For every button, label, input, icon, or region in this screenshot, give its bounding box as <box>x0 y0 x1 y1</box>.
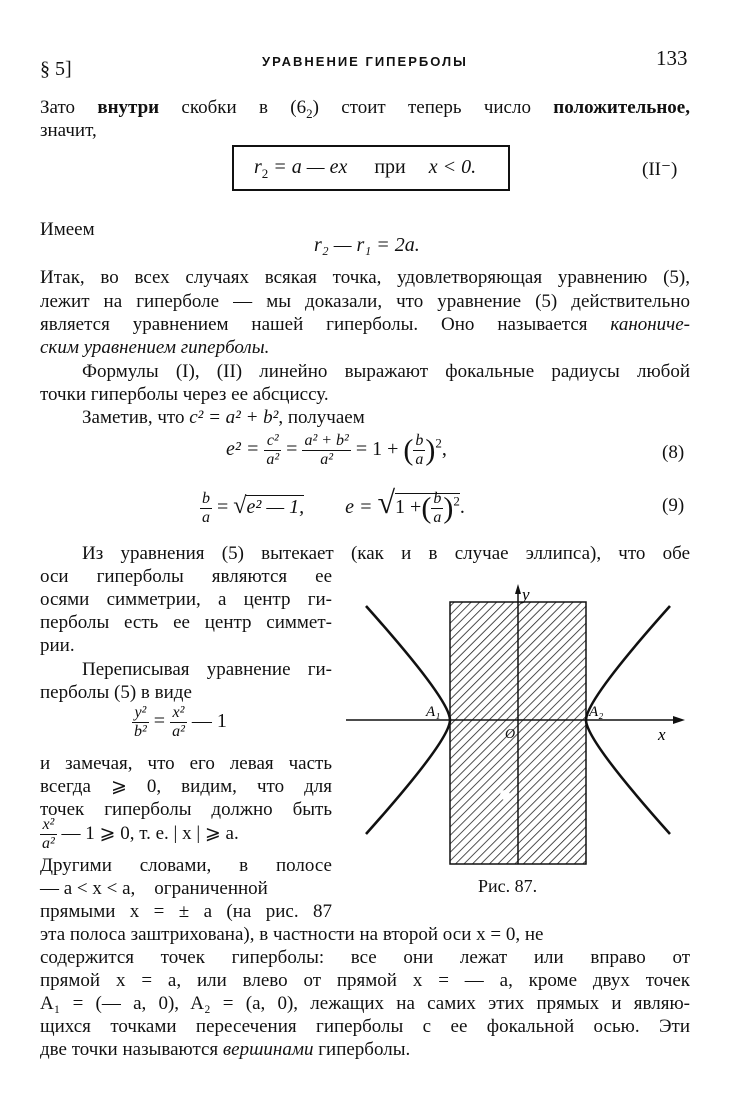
denominator: a² <box>266 451 280 468</box>
equation-tag-ii: (II⁻) <box>642 159 678 180</box>
numerator: x² <box>170 704 187 723</box>
text: в частности на второй оси x = 0, не <box>259 924 544 945</box>
running-title: УРАВНЕНИЕ ГИПЕРБОЛЫ <box>262 54 468 69</box>
paragraph-7-line-9: содержится точек гиперболы: все они лежат или вправо от <box>40 947 690 968</box>
text: эта полоса заштрихована), <box>40 924 255 945</box>
text: ) стоит теперь число <box>312 97 554 118</box>
e-equals: e = <box>345 496 373 518</box>
italic-term: канониче- <box>610 314 690 335</box>
equals: = <box>286 438 298 461</box>
fraction-x2-a2 <box>40 816 57 853</box>
italic-term: вершинами <box>222 1039 314 1060</box>
figure-caption: Рис. 87. <box>478 876 538 896</box>
paragraph-5-line-1: Из уравнения (5) вытекает (как и в случае эллипса), что обе <box>82 543 690 564</box>
text: является уравнением нашей гиперболы. Оно называется <box>40 314 611 335</box>
denominator: a <box>415 451 424 468</box>
vertex-a2-label: A₂ <box>589 704 604 720</box>
paragraph-7-line-10: прямой x = a, или влево от прямой x = — a, кроме двух точек <box>40 970 690 991</box>
condition: x < 0. <box>428 156 477 178</box>
paragraph-2-line-3 <box>40 313 690 336</box>
paragraph-5-line-5: рии. <box>40 635 75 656</box>
difference-formula: r₂ — r₁ = 2a. <box>314 234 420 256</box>
paragraph-7-line-4 <box>40 816 340 853</box>
fraction-x2-a2 <box>170 704 187 741</box>
paragraph-1-line-2: значит, <box>40 120 97 141</box>
formula-ii-minus <box>254 156 476 182</box>
var-r: r <box>254 156 262 178</box>
paragraph-7-line-6: — a < x < a, ограниченной <box>40 878 268 899</box>
paragraph-3-line-1: Формулы (I), (II) линейно выражают фокальные радиусы любой <box>82 361 690 382</box>
bold-word: положительное, <box>553 97 690 118</box>
paragraph-5-line-4: перболы есть ее центр симмет- <box>40 612 332 633</box>
section-number: § 5] <box>40 58 72 80</box>
paragraph-1-line-1 <box>40 96 690 125</box>
paragraph-7-line-7: прямыми x = ± a (на рис. 87 <box>40 901 332 922</box>
page-number: 133 <box>656 46 688 70</box>
numerator: b <box>202 489 210 507</box>
denominator: a² <box>42 835 55 852</box>
paragraph-6-line-1: Переписывая уравнение ги- <box>82 659 332 680</box>
fraction-b-a <box>413 432 425 469</box>
fraction-b-a <box>431 490 443 527</box>
paren-close: ) <box>425 433 436 467</box>
paragraph-7-line-3: точек гиперболы должно быть <box>40 799 332 820</box>
inline-formula: c² = a² + b² <box>189 407 279 428</box>
paragraph-7-line-12: щихся точками пересечения гиперболы с ее фокальной осью. Эти <box>40 1016 690 1037</box>
equation-8 <box>226 432 447 469</box>
period: . <box>459 496 465 518</box>
denominator: a <box>202 508 210 526</box>
paragraph-2-line-2: лежит на гиперболе — мы доказали, что уравнение (5) действительно <box>40 291 690 312</box>
numerator: b <box>415 432 424 449</box>
denominator: a² <box>172 723 185 740</box>
paren-close: ) <box>443 491 454 525</box>
exponent: 2 <box>453 493 460 509</box>
paragraph-6-line-2: перболы (5) в виде <box>40 682 192 703</box>
numerator: y² <box>132 704 149 723</box>
numerator: c² <box>264 432 281 451</box>
paragraph-3-line-2: точки гиперболы через ее абсциссу. <box>40 384 329 405</box>
x-axis-label: x <box>658 725 666 744</box>
equation-tag-8: (8) <box>662 442 685 463</box>
radicand-1: e² — 1, <box>246 496 305 518</box>
y-axis-arrow <box>515 584 521 594</box>
paragraph-7-line-13 <box>40 1038 410 1061</box>
paragraph-7-line-11: A₁ = (— a, 0), A₂ = (a, 0), лежащих на самих этих прямых и являю- <box>40 993 690 1014</box>
fraction-c2-a2 <box>264 432 281 469</box>
eq8-lhs: e² = <box>226 438 260 461</box>
bold-word: внутри <box>97 97 160 118</box>
radicand-2 <box>395 489 460 526</box>
denominator: a² <box>320 451 334 468</box>
origin-label: O <box>505 727 516 742</box>
subscript: 2 <box>261 166 269 181</box>
text: , получаем <box>278 407 365 428</box>
text: гиперболы. <box>313 1039 411 1060</box>
minus-one: — 1 <box>191 710 227 733</box>
denominator: b² <box>134 723 147 740</box>
equation-tag-9: (9) <box>662 495 685 516</box>
white-dot <box>500 790 510 800</box>
paragraph-2-line-1: Итак, во всех случаях всякая точка, удовлетворяющая уравнению (5), <box>40 267 690 288</box>
y-axis-label: y <box>522 585 530 604</box>
equation-ysq <box>132 704 227 741</box>
text: Зато <box>40 97 98 118</box>
radical-sign: √ <box>233 493 247 519</box>
fraction-a2b2-a2 <box>302 432 350 469</box>
paragraph-5-line-2: оси гиперболы являются ее <box>40 566 332 587</box>
numerator: a² + b² <box>304 432 349 449</box>
paragraph-5-line-3: осями симметрии, а центр ги- <box>40 589 332 610</box>
fraction-b-a <box>200 490 212 527</box>
equation-9 <box>200 484 465 527</box>
word-pri: при <box>374 156 406 178</box>
numerator: x² <box>40 816 57 835</box>
formula-rest: = a — ex <box>268 156 348 178</box>
text: две точки называются <box>40 1039 223 1060</box>
formula-box <box>232 145 510 191</box>
fraction-y2-b2 <box>132 704 149 741</box>
paragraph-7-line-8 <box>40 923 690 946</box>
equals: = <box>217 496 229 518</box>
paragraph-7-line-2: всегда ⩾ 0, видим, что для <box>40 776 332 797</box>
equals: = <box>153 710 166 733</box>
subscript: 2 <box>306 105 313 121</box>
paragraph-4 <box>82 406 365 429</box>
paragraph-7-line-5: Другими словами, в полосе <box>40 855 332 876</box>
radical-sign-large: √ <box>377 484 396 520</box>
one-plus: 1 + <box>395 496 422 518</box>
paragraph-2-line-4: ским уравнением гиперболы. <box>40 337 270 358</box>
paren-open: ( <box>403 433 414 467</box>
vertex-a1-label: A₁ <box>426 704 441 720</box>
text: скобки в (6 <box>159 97 307 118</box>
numerator: b <box>433 489 442 507</box>
figure-87 <box>340 580 700 870</box>
eq8-rest: = 1 + <box>355 438 399 461</box>
text: Заметив, что <box>82 407 190 428</box>
exponent: 2 <box>435 435 442 451</box>
imeem-text: Имеем <box>40 219 95 240</box>
paren-open: ( <box>421 491 432 525</box>
x-axis-arrow <box>673 716 685 724</box>
paragraph-7-line-1: и замечая, что его левая часть <box>40 753 332 774</box>
inequality: — 1 ⩾ 0, т. е. | x | ⩾ a. <box>61 822 239 844</box>
comma: , <box>441 438 447 461</box>
denominator: a <box>433 508 442 526</box>
